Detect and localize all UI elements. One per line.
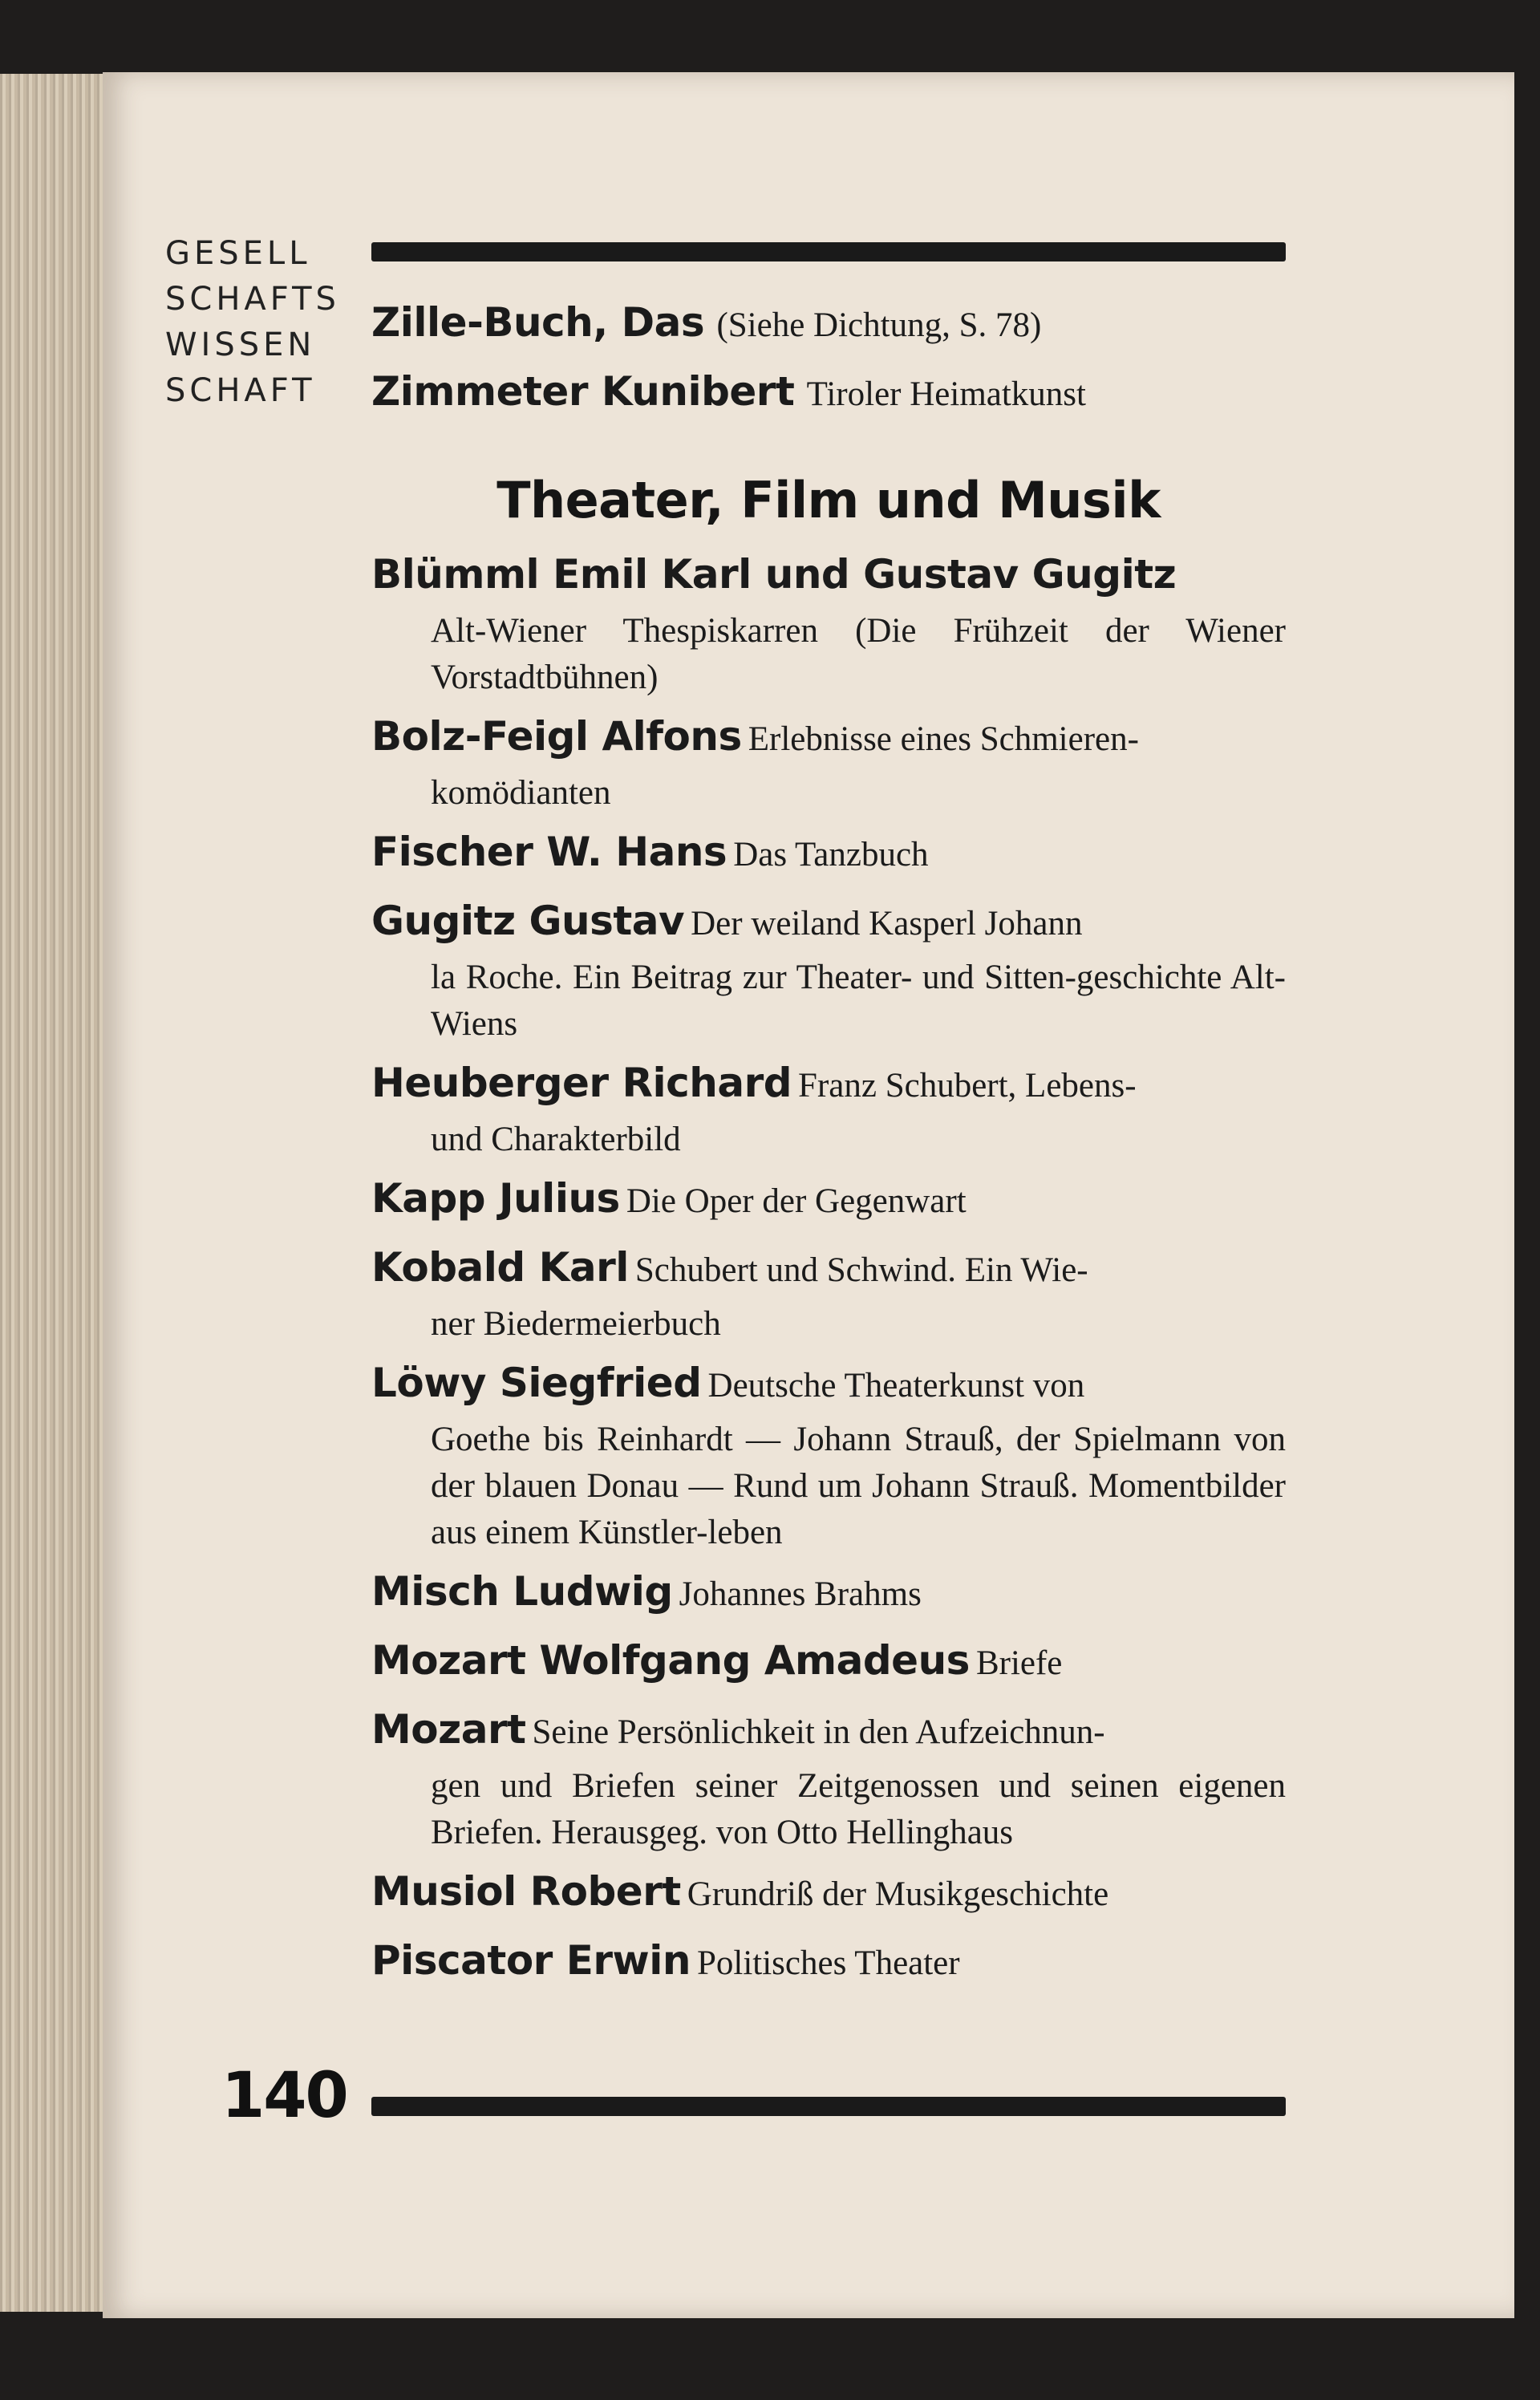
entry-continuation: la Roche. Ein Beitrag zur Theater- und Sitten-geschichte Alt-Wiens bbox=[431, 959, 1286, 1043]
entry-title: Johannes Brahms bbox=[679, 1575, 922, 1613]
entry-title: Erlebnisse eines Schmieren- bbox=[748, 720, 1139, 758]
entry-title: (Siehe Dichtung, S. 78) bbox=[716, 306, 1042, 344]
list-item bbox=[371, 1359, 1286, 1556]
list-item bbox=[371, 1243, 1286, 1348]
list-item bbox=[371, 362, 1286, 431]
entry-title: Deutsche Theaterkunst von bbox=[707, 1367, 1085, 1405]
category-line: SCHAFTS bbox=[165, 281, 340, 318]
list-item bbox=[371, 828, 1286, 886]
category-line: GESELL bbox=[165, 235, 311, 272]
section-heading: Theater, Film und Musik bbox=[496, 471, 1161, 529]
entry-continuation: gen und Briefen seiner Zeitgenossen und seinen eigenen Briefen. Herausgeg. von Otto Hellinghaus bbox=[431, 1767, 1286, 1851]
entry-continuation: Goethe bis Reinhardt — Johann Strauß, der Spielmann von der blauen Donau — Rund um Johann Strauß. Momentbilder aus einem Künstler-leben bbox=[431, 1421, 1286, 1551]
entry-author: Misch Ludwig bbox=[371, 1568, 673, 1615]
entry-title: Grundriß der Musikgeschichte bbox=[687, 1875, 1109, 1913]
list-item bbox=[371, 1174, 1286, 1232]
entry-author: Löwy Siegfried bbox=[371, 1360, 702, 1406]
entry-title: Seine Persönlichkeit in den Aufzeichnun- bbox=[532, 1713, 1105, 1751]
entry-continuation: komödianten bbox=[431, 774, 611, 812]
entry-author: Zille-Buch, Das bbox=[371, 299, 705, 346]
entry-continuation: Alt-Wiener Thespiskarren (Die Frühzeit der Wiener Vorstadtbühnen) bbox=[431, 612, 1286, 696]
entry-author: Blümml Emil Karl und Gustav Gugitz bbox=[371, 551, 1177, 598]
entry-title: Politisches Theater bbox=[696, 1944, 960, 1982]
list-item bbox=[371, 1567, 1286, 1625]
entry-author: Mozart bbox=[371, 1706, 526, 1753]
entry-author: Kobald Karl bbox=[371, 1244, 629, 1291]
list-item bbox=[371, 293, 1286, 362]
entry-author: Zimmeter Kunibert bbox=[371, 368, 795, 415]
entry-author: Heuberger Richard bbox=[371, 1060, 792, 1106]
bottom-rule bbox=[371, 2097, 1286, 2116]
entry-title: Briefe bbox=[975, 1644, 1063, 1682]
entry-title: Tiroler Heimatkunst bbox=[806, 375, 1086, 413]
entry-continuation: und Charakterbild bbox=[431, 1121, 681, 1158]
entry-author: Fischer W. Hans bbox=[371, 829, 727, 875]
list-item bbox=[371, 1867, 1286, 1925]
entry-author: Gugitz Gustav bbox=[371, 898, 685, 944]
entry-title: Franz Schubert, Lebens- bbox=[798, 1067, 1137, 1105]
entry-title: Das Tanzbuch bbox=[733, 836, 929, 874]
book-list bbox=[371, 293, 1286, 2005]
list-item bbox=[371, 712, 1286, 817]
list-item bbox=[371, 1936, 1286, 1994]
entry-author: Kapp Julius bbox=[371, 1175, 620, 1222]
category-label bbox=[165, 231, 340, 414]
entry-author: Bolz-Feigl Alfons bbox=[371, 713, 742, 760]
list-item bbox=[371, 897, 1286, 1048]
list-item bbox=[371, 1705, 1286, 1856]
entry-continuation: ner Biedermeierbuch bbox=[431, 1305, 721, 1343]
list-item bbox=[371, 1059, 1286, 1163]
entry-author: Musiol Robert bbox=[371, 1868, 681, 1915]
page-number: 140 bbox=[221, 2060, 347, 2132]
entry-title: Die Oper der Gegenwart bbox=[626, 1182, 967, 1220]
list-item bbox=[371, 550, 1286, 701]
entry-author: Mozart Wolfgang Amadeus bbox=[371, 1637, 970, 1684]
category-line: WISSEN bbox=[165, 326, 316, 363]
entry-title: Schubert und Schwind. Ein Wie- bbox=[634, 1251, 1088, 1289]
entry-title: Der weiland Kasperl Johann bbox=[691, 905, 1083, 943]
category-line: SCHAFT bbox=[165, 372, 316, 409]
entry-author: Piscator Erwin bbox=[371, 1937, 691, 1984]
list-item bbox=[371, 1636, 1286, 1694]
top-rule bbox=[371, 242, 1286, 261]
